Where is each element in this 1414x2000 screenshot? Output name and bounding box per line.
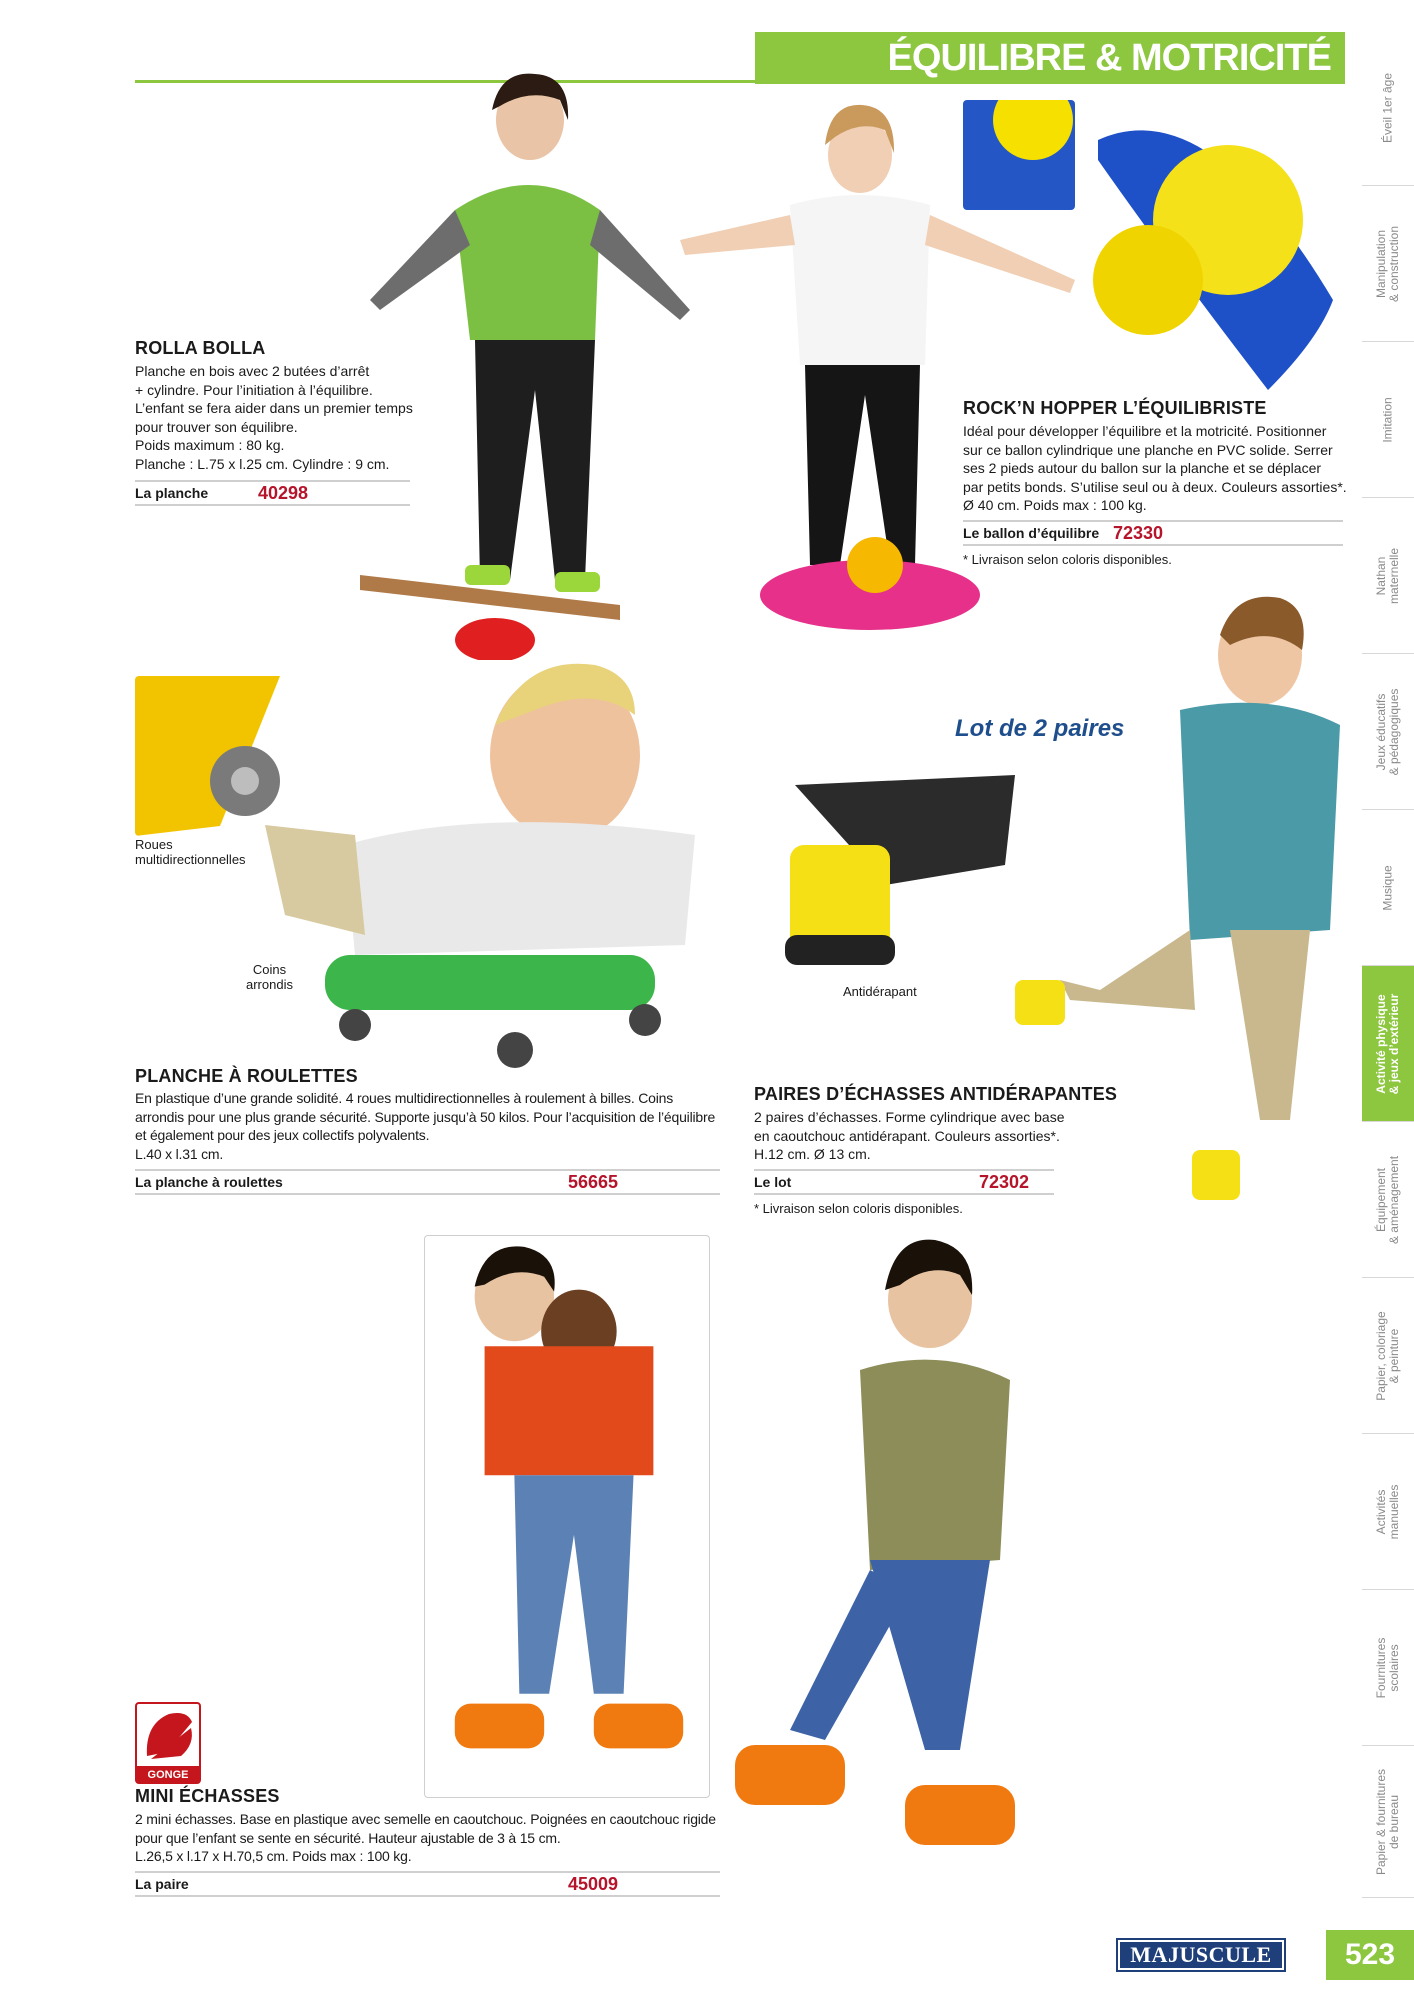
lot-label: Lot de 2 paires bbox=[955, 715, 1125, 742]
rock-hopper-description: Idéal pour développer l’équilibre et la motricité. Positionner sur ce ballon cylindrique une planche en PVC solide. Serrer ses 2 pieds autour du ballon sur la planche et se déplacer par petits bonds. S’utilise seul ou à deux. Couleurs assorties*. Ø 40 cm. Poids max : 100 kg. bbox=[963, 423, 1347, 513]
product-code: 72302 bbox=[979, 1171, 1030, 1192]
sidebar-item-papier-bureau[interactable]: Papier & fournitures de bureau bbox=[1362, 1746, 1414, 1898]
rock-hopper-product-photo bbox=[1088, 100, 1343, 400]
rock-hopper-title: ROCK’N HOPPER L’ÉQUILIBRISTE bbox=[963, 398, 1267, 418]
sidebar-item-jeux-educatifs[interactable]: Jeux éducatifs & pédagogiques bbox=[1362, 654, 1414, 810]
rock-hopper-detail-photo bbox=[963, 100, 1075, 210]
planche-roulettes-description: En plastique d’une grande solidité. 4 roues multidirectionnelles à roulement à billes. Coins arrondis pour une plus grande sécurité. Supporte jusqu’à 50 kilos. Pour l’acquisition de l’équilibre et également pour des jeux collectifs polyvalents. L.40 x l.31 cm. bbox=[135, 1090, 716, 1162]
rolla-bolla-description: Planche en bois avec 2 butées d’arrêt + cylindre. Pour l’initiation à l’équilibre. L’enfant se fera aider dans un premier temps pour trouver son équilibre. Poids maximum : 80 kg. Planche : L.75 x l.25 cm. Cylindre : 9 cm. bbox=[135, 363, 413, 472]
sidebar-item-nathan[interactable]: Nathan maternelle bbox=[1362, 498, 1414, 654]
echasses-title: PAIRES D’ÉCHASSES ANTIDÉRAPANTES bbox=[754, 1084, 1118, 1104]
planche-roulettes-title: PLANCHE À ROULETTES bbox=[135, 1066, 358, 1086]
echasses-description: 2 paires d’échasses. Forme cylindrique avec base en caoutchouc antidérapant. Couleurs assorties*. H.12 cm. Ø 13 cm. bbox=[754, 1109, 1065, 1162]
mini-echasses-price-row bbox=[135, 1871, 720, 1897]
product-code: 72330 bbox=[1113, 522, 1164, 543]
mini-echasses-photo-1 bbox=[424, 1235, 710, 1798]
product-code: 56665 bbox=[568, 1171, 619, 1192]
price-label: La paire bbox=[135, 1876, 189, 1892]
rolla-bolla-title: ROLLA BOLLA bbox=[135, 338, 266, 358]
echasses-note: * Livraison selon coloris disponibles. bbox=[754, 1201, 963, 1216]
sidebar-item-equipement[interactable]: Équipement & aménagement bbox=[1362, 1122, 1414, 1278]
sidebar-item-activite-physique[interactable]: Activité physique & jeux d’extérieur bbox=[1362, 966, 1414, 1122]
price-label: Le lot bbox=[754, 1174, 792, 1190]
antiderapant-callout: Antidérapant bbox=[843, 984, 917, 999]
rock-hopper-note: * Livraison selon coloris disponibles. bbox=[963, 552, 1172, 567]
gonge-logo bbox=[135, 1702, 201, 1784]
roulette-detail-photo bbox=[135, 676, 285, 836]
sidebar-item-fournitures[interactable]: Fournitures scolaires bbox=[1362, 1590, 1414, 1746]
echasses-price-row bbox=[754, 1169, 1054, 1195]
roues-callout: Roues multidirectionnelles bbox=[135, 837, 246, 867]
sidebar-item-manipulation[interactable]: Manipulation & construction bbox=[1362, 186, 1414, 342]
sidebar-item-papier-coloriage[interactable]: Papier, coloriage & peinture bbox=[1362, 1278, 1414, 1434]
mini-echasses-photo-2 bbox=[730, 1230, 1030, 1870]
sidebar-item-activites-manuelles[interactable]: Activités manuelles bbox=[1362, 1434, 1414, 1590]
sidebar-item-imitation[interactable]: Imitation bbox=[1362, 342, 1414, 498]
rolla-bolla-price-row bbox=[135, 480, 410, 506]
svg-text:GONGE: GONGE bbox=[147, 1769, 189, 1781]
price-label: La planche à roulettes bbox=[135, 1174, 283, 1190]
planche-roulettes-price-row bbox=[135, 1169, 720, 1195]
mini-echasses-description: 2 mini échasses. Base en plastique avec semelle en caoutchouc. Poignées en caoutchouc rigide pour que l’enfant se sente en sécurité. Hauteur ajustable de 3 à 15 cm. L.26,5 x l.17 x H.70,5 cm. Poids max : 100 kg. bbox=[135, 1811, 716, 1864]
price-label: Le ballon d’équilibre bbox=[963, 525, 1100, 541]
coins-callout: Coins arrondis bbox=[246, 962, 293, 992]
product-code: 45009 bbox=[568, 1873, 619, 1894]
planche-roulettes-photo bbox=[265, 655, 705, 1075]
page-title: ÉQUILIBRE & MOTRICITÉ bbox=[755, 32, 1345, 84]
sidebar-item-eveil[interactable]: Éveil 1er âge bbox=[1362, 30, 1414, 186]
product-code: 40298 bbox=[258, 482, 309, 503]
page-number: 523 bbox=[1326, 1930, 1414, 1980]
rolla-bolla-photo bbox=[360, 60, 720, 660]
sidebar-item-musique[interactable]: Musique bbox=[1362, 810, 1414, 966]
majuscule-logo: MAJUSCULE bbox=[1118, 1940, 1284, 1970]
mini-echasses-title: MINI ÉCHASSES bbox=[135, 1786, 280, 1806]
echasse-detail-photo bbox=[765, 775, 1020, 975]
category-sidebar bbox=[1362, 30, 1414, 1898]
rock-hopper-price-row bbox=[963, 520, 1343, 546]
price-label: La planche bbox=[135, 485, 209, 501]
